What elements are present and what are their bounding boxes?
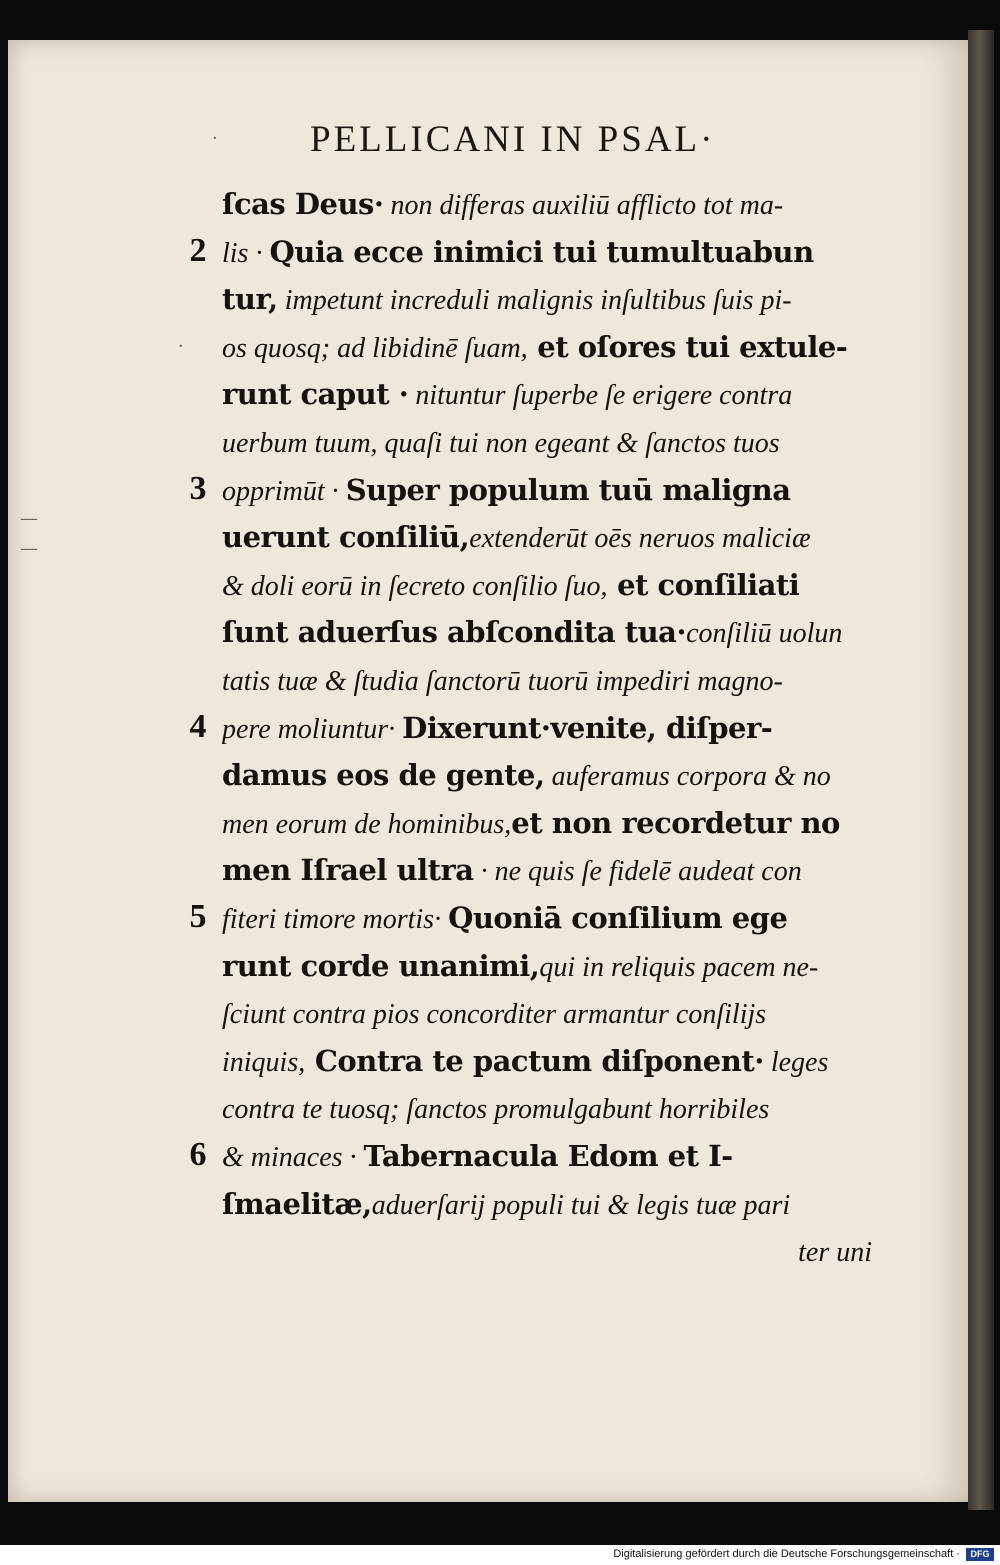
margin-dash: — [20,508,38,529]
text-line [222,1186,872,1232]
blackletter-text: runt corde unanimi, [222,948,540,983]
verse-number: 5 [189,898,207,935]
text-line [222,614,872,660]
blackletter-text: ſunt aduerſus abſcondita tua· [222,615,687,650]
italic-gloss: ter uni [798,1237,872,1269]
italic-gloss: non differas auxiliū afflicto tot ma- [383,190,784,221]
blackletter-text: et non recordetur no [511,805,840,840]
italic-gloss: · ne quis ſe fidelē audeat con [473,856,802,888]
italic-gloss: auferamus corpora & no [544,761,831,793]
text-line [222,900,872,946]
verse-number: 4 [189,707,207,745]
verse-number: 2 [189,231,207,269]
italic-gloss: extenderūt oēs neruos maliciæ [469,523,811,555]
italic-gloss: leges [763,1046,829,1078]
italic-gloss: nituntur ſuperbe ſe erigere contra [408,380,793,412]
blackletter-text: Quoniā conſilium ege [448,901,788,935]
verse-number: 6 [189,1136,207,1173]
blackletter-text: uerunt conſiliū, [222,520,470,555]
footer-credit: Digitalisierung gefördert durch die Deutsche Forschungsgemeinschaft · [613,1548,960,1560]
italic-gloss: uerbum tuum, quaſi tui non egeant & ſanctos tuos [222,428,780,459]
italic-gloss: qui in reliquis pacem ne- [539,951,819,983]
text-line [222,1138,872,1184]
italic-gloss: conſiliū uolun [686,618,843,650]
italic-gloss: pere moliuntur· [222,713,403,745]
italic-gloss: tatis tuæ & ſtudia ſanctorū tuorū impediri magno- [222,666,783,697]
italic-gloss: aduerſarij populi tui & legis tuæ pari [371,1189,791,1221]
text-line [222,757,872,803]
blackletter-text: Tabernacula Edom et I- [363,1139,733,1173]
text-line [222,519,872,565]
margin-dot: · [212,128,218,149]
text-line [222,376,872,422]
blackletter-text: ſmaelitæ, [222,1186,372,1221]
margin-dot: · [178,336,184,357]
blackletter-text: Dixerunt·venite, diſper- [402,710,773,745]
italic-gloss: ſciunt contra pios concorditer armantur conſilijs [222,999,767,1031]
text-line [222,805,872,851]
running-head: PELLICANI IN PSAL· [310,119,716,160]
blackletter-text: damus eos de gente, [222,758,545,793]
text-line [222,1043,872,1089]
text-line [222,281,872,327]
italic-gloss: contra te tuosq; ſanctos promulgabunt horribiles [222,1094,770,1126]
italic-gloss: & doli eorū in ſecreto conſilio ſuo, [222,570,608,602]
blackletter-text: tur, [222,282,278,317]
text-line [222,472,872,518]
text-line [222,948,872,994]
blackletter-text: et oſores tui extule- [527,329,848,364]
blackletter-text: men Iſrael ultra [222,853,474,888]
blackletter-text: runt caput · [222,377,409,412]
blackletter-text: Super populum tuū maligna [345,472,791,507]
text-line [222,186,872,232]
digitization-footer [0,1545,1000,1565]
text-line [222,424,872,470]
text-line [222,1233,872,1279]
italic-gloss: opprimūt · [222,475,346,507]
italic-gloss: lis · [222,237,270,269]
text-line [222,995,872,1041]
blackletter-text: ſcas Deus· [222,187,384,221]
verse-number: 3 [189,469,207,507]
italic-gloss: impetunt increduli malignis inſultibus ſuis pi- [277,285,792,317]
text-line [222,329,872,375]
italic-gloss: & minaces · [222,1142,364,1173]
text-line [222,234,872,280]
text-line [222,852,872,898]
margin-dash: — [20,538,38,559]
text-line [222,567,872,613]
blackletter-text: Quia ecce inimici tui tumultuabun [269,234,814,269]
italic-gloss: fiteri timore mortis· [222,904,449,935]
page-edge [968,30,994,1510]
italic-gloss: os quosq; ad libidinē ſuam, [222,332,528,364]
text-line [222,662,872,708]
italic-gloss: iniquis, [222,1046,306,1078]
blackletter-text: Contra te pactum diſponent· [305,1043,764,1078]
text-line [222,1090,872,1136]
text-line [222,710,872,756]
dfg-logo: DFG [966,1548,994,1561]
italic-gloss: men eorum de hominibus, [222,808,512,840]
blackletter-text: et conſiliati [607,567,800,602]
